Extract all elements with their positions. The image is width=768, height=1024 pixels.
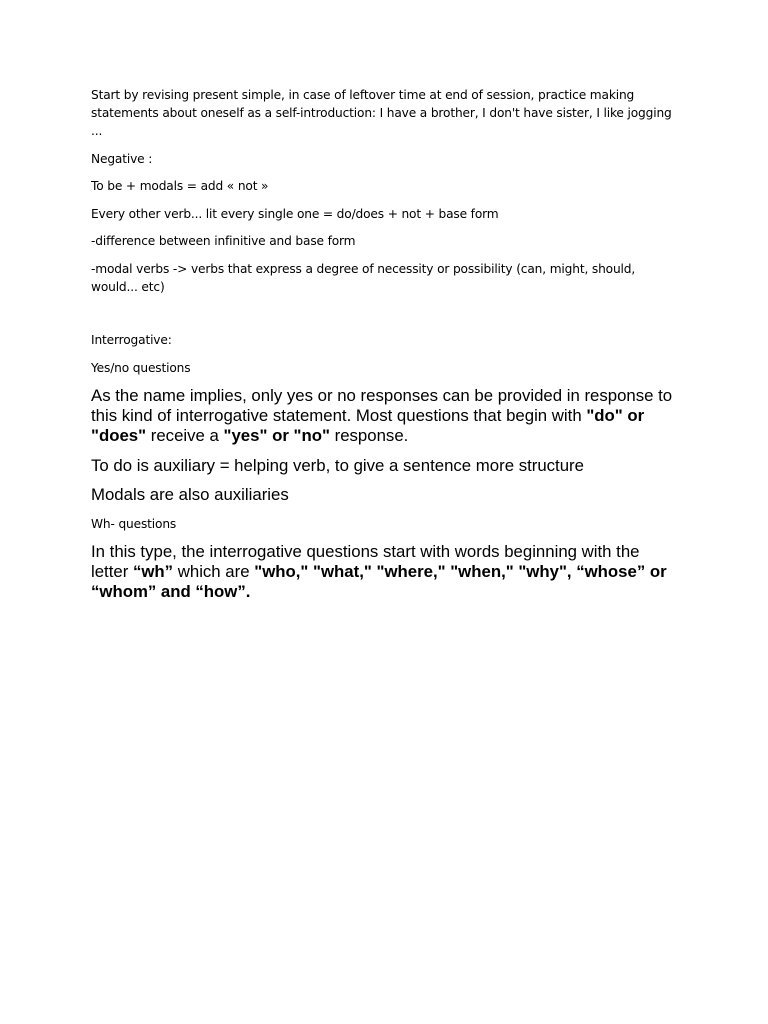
intro-paragraph: Start by revising present simple, in case of leftover time at end of session, practice making statements about oneself as a self-introduction: I have a brother, I don't have sister, I like jogging ... [91,88,672,138]
to-do-note: To do is auxiliary = helping verb, to give a sentence more structure [91,455,584,475]
difference-note: -difference between infinitive and base form [91,234,356,248]
yes-no-bold-do-does: "do" or "does" [91,406,645,445]
blank-line [91,305,677,331]
negative-heading: Negative : [91,151,153,166]
other-verbs-rule: Every other verb... lit every single one = do/does + not + base form [91,206,499,221]
yes-no-text-3: response. [329,426,409,445]
yes-no-heading: Yes/no questions [91,360,191,375]
to-be-rule: To be + modals = add « not » [91,179,269,193]
document-body [91,86,677,612]
yes-no-paragraph [91,386,677,446]
yes-no-text-1: As the name implies, only yes or no responses can be provided in response to this kind of interrogative statement. Most questions that begin with [91,386,673,425]
interrogative-heading: Interrogative: [91,333,172,347]
wh-heading: Wh- questions [91,516,177,531]
wh-paragraph [91,542,677,602]
wh-bold-question-words: "who," "what," "where," "when," "why", “whose” or “whom” and “how”. [91,562,667,601]
wh-text-1: In this type, the interrogative questions start with words beginning with the letter [91,542,640,581]
wh-bold-wh: “wh” [132,562,174,581]
wh-text-2: which are [173,562,255,581]
yes-no-text-2: receive a [146,426,224,445]
yes-no-bold-yes-no: "yes" or "no" [223,426,330,445]
modal-verbs-note: -modal verbs -> verbs that express a degree of necessity or possibility (can, might, should, would... etc) [91,261,636,294]
modals-note: Modals are also auxiliaries [91,485,289,504]
